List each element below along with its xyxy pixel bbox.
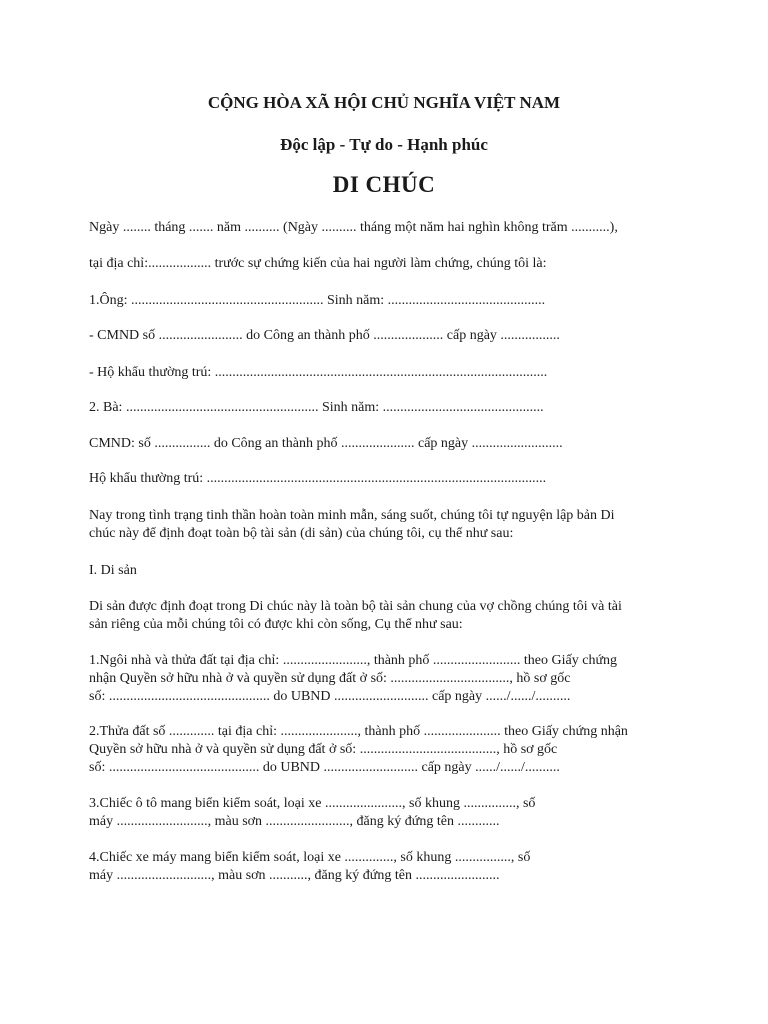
estate-item-line: 2.Thửa đất số ............. tại địa chỉ: ......................, thành phố ...................... theo Giấy chứng nhận <box>89 724 628 739</box>
estate-item-line: số: ........................................... do UBND ........................... cấp ngày ....../....../.......... <box>89 760 560 775</box>
national-name-heading: CỘNG HÒA XÃ HỘI CHỦ NGHĨA VIỆT NAM <box>207 93 561 112</box>
estate-item-line: 1.Ngôi nhà và thửa đất tại địa chỉ: ........................, thành phố ......................... theo Giấy chứng <box>89 653 618 668</box>
person2-residence-line: Hộ khẩu thường trú: ................................................................................................. <box>89 471 547 486</box>
person1-name-line: 1.Ông: ....................................................... Sinh năm: ............................................. <box>89 293 546 308</box>
estate-description-line: sản riêng của mỗi chúng tôi có được khi còn sống, Cụ thể như sau: <box>89 617 463 632</box>
estate-item-line: nhận Quyền sở hữu nhà ở và quyền sử dụng đất ở số: .................................., hồ sơ gốc <box>89 671 571 686</box>
motto-heading: Độc lập - Tự do - Hạnh phúc <box>280 135 488 154</box>
section-heading-estate: I. Di sản <box>89 563 137 578</box>
estate-item-line: số: .............................................. do UBND ........................... cấp ngày ....../....../.......... <box>89 689 571 704</box>
estate-item-line: máy ..........................., màu sơn ..........., đăng ký đứng tên ........................ <box>89 868 500 883</box>
document-title: DI CHÚC <box>332 172 436 197</box>
estate-description-line: Di sản được định đoạt trong Di chúc này là toàn bộ tài sản chung của vợ chồng chúng tôi và tài <box>89 599 622 614</box>
estate-item-line: 3.Chiếc ô tô mang biển kiểm soát, loại xe ......................, số khung ..............., số <box>89 796 536 811</box>
person1-id-line: - CMND số ........................ do Công an thành phố .................... cấp ngày ................. <box>89 328 560 343</box>
person2-name-line: 2. Bà: ....................................................... Sinh năm: .............................................. <box>89 400 544 415</box>
person1-residence-line: - Hộ khẩu thường trú: ............................................................................................... <box>89 365 548 380</box>
declaration-line: chúc này để định đoạt toàn bộ tài sản (di sản) của chúng tôi, cụ thể như sau: <box>89 526 514 541</box>
declaration-line: Nay trong tình trạng tinh thần hoàn toàn minh mẫn, sáng suốt, chúng tôi tự nguyện lập bản Di <box>89 508 615 523</box>
person2-id-line: CMND: số ................ do Công an thành phố ..................... cấp ngày .......................... <box>89 436 563 451</box>
estate-item-line: máy .........................., màu sơn ........................, đăng ký đứng tên ............ <box>89 814 500 829</box>
date-line: Ngày ........ tháng ....... năm .......... (Ngày .......... tháng một năm hai nghìn không trăm ...........), <box>89 220 618 235</box>
estate-item-line: 4.Chiếc xe máy mang biển kiểm soát, loại xe .............., số khung ................, số <box>89 850 531 865</box>
estate-item-line: Quyền sở hữu nhà ở và quyền sử dụng đất ở số: ......................................., hồ sơ gốc <box>89 742 558 757</box>
address-line: tại địa chỉ:.................. trước sự chứng kiến của hai người làm chứng, chúng tôi là: <box>89 256 547 271</box>
